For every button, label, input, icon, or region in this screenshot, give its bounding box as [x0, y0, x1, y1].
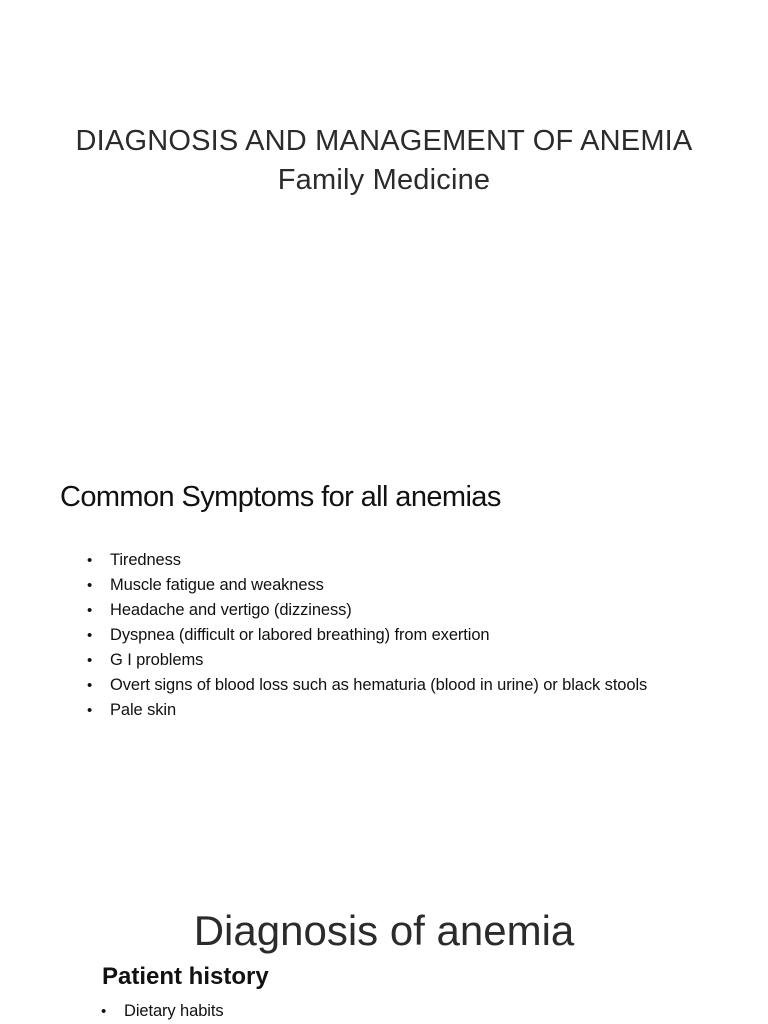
- list-item-text: Dietary habits: [124, 1002, 224, 1020]
- bullet-icon: •: [87, 552, 93, 569]
- bullet-icon: •: [87, 652, 93, 669]
- bullet-icon: •: [87, 702, 93, 719]
- list-item-text: Muscle fatigue and weakness: [110, 576, 324, 594]
- bullet-icon: •: [87, 602, 93, 619]
- list-item-text: Pale skin: [110, 701, 177, 719]
- list-item-text: Overt signs of blood loss such as hematuria (blood in urine) or black stools: [110, 676, 648, 694]
- bullet-icon: •: [87, 677, 93, 694]
- symptoms-heading: Common Symptoms for all anemias: [60, 481, 501, 513]
- list-item-text: G I problems: [110, 651, 204, 669]
- document-title: DIAGNOSIS AND MANAGEMENT OF ANEMIA: [75, 125, 693, 157]
- title-slide: [0, 122, 768, 200]
- list-item-text: Headache and vertigo (dizziness): [110, 601, 352, 619]
- diagnosis-heading: Diagnosis of anemia: [193, 907, 575, 954]
- patient-history-subheading: Patient history: [102, 963, 269, 990]
- bullet-icon: •: [101, 1003, 107, 1020]
- bullet-icon: •: [87, 577, 93, 594]
- list-item: [0, 999, 768, 1024]
- bullet-icon: •: [87, 627, 93, 644]
- list-item-text: Tiredness: [110, 551, 181, 569]
- document-subtitle: Family Medicine: [277, 164, 491, 196]
- list-item-text: Dyspnea (difficult or labored breathing) from exertion: [110, 626, 490, 644]
